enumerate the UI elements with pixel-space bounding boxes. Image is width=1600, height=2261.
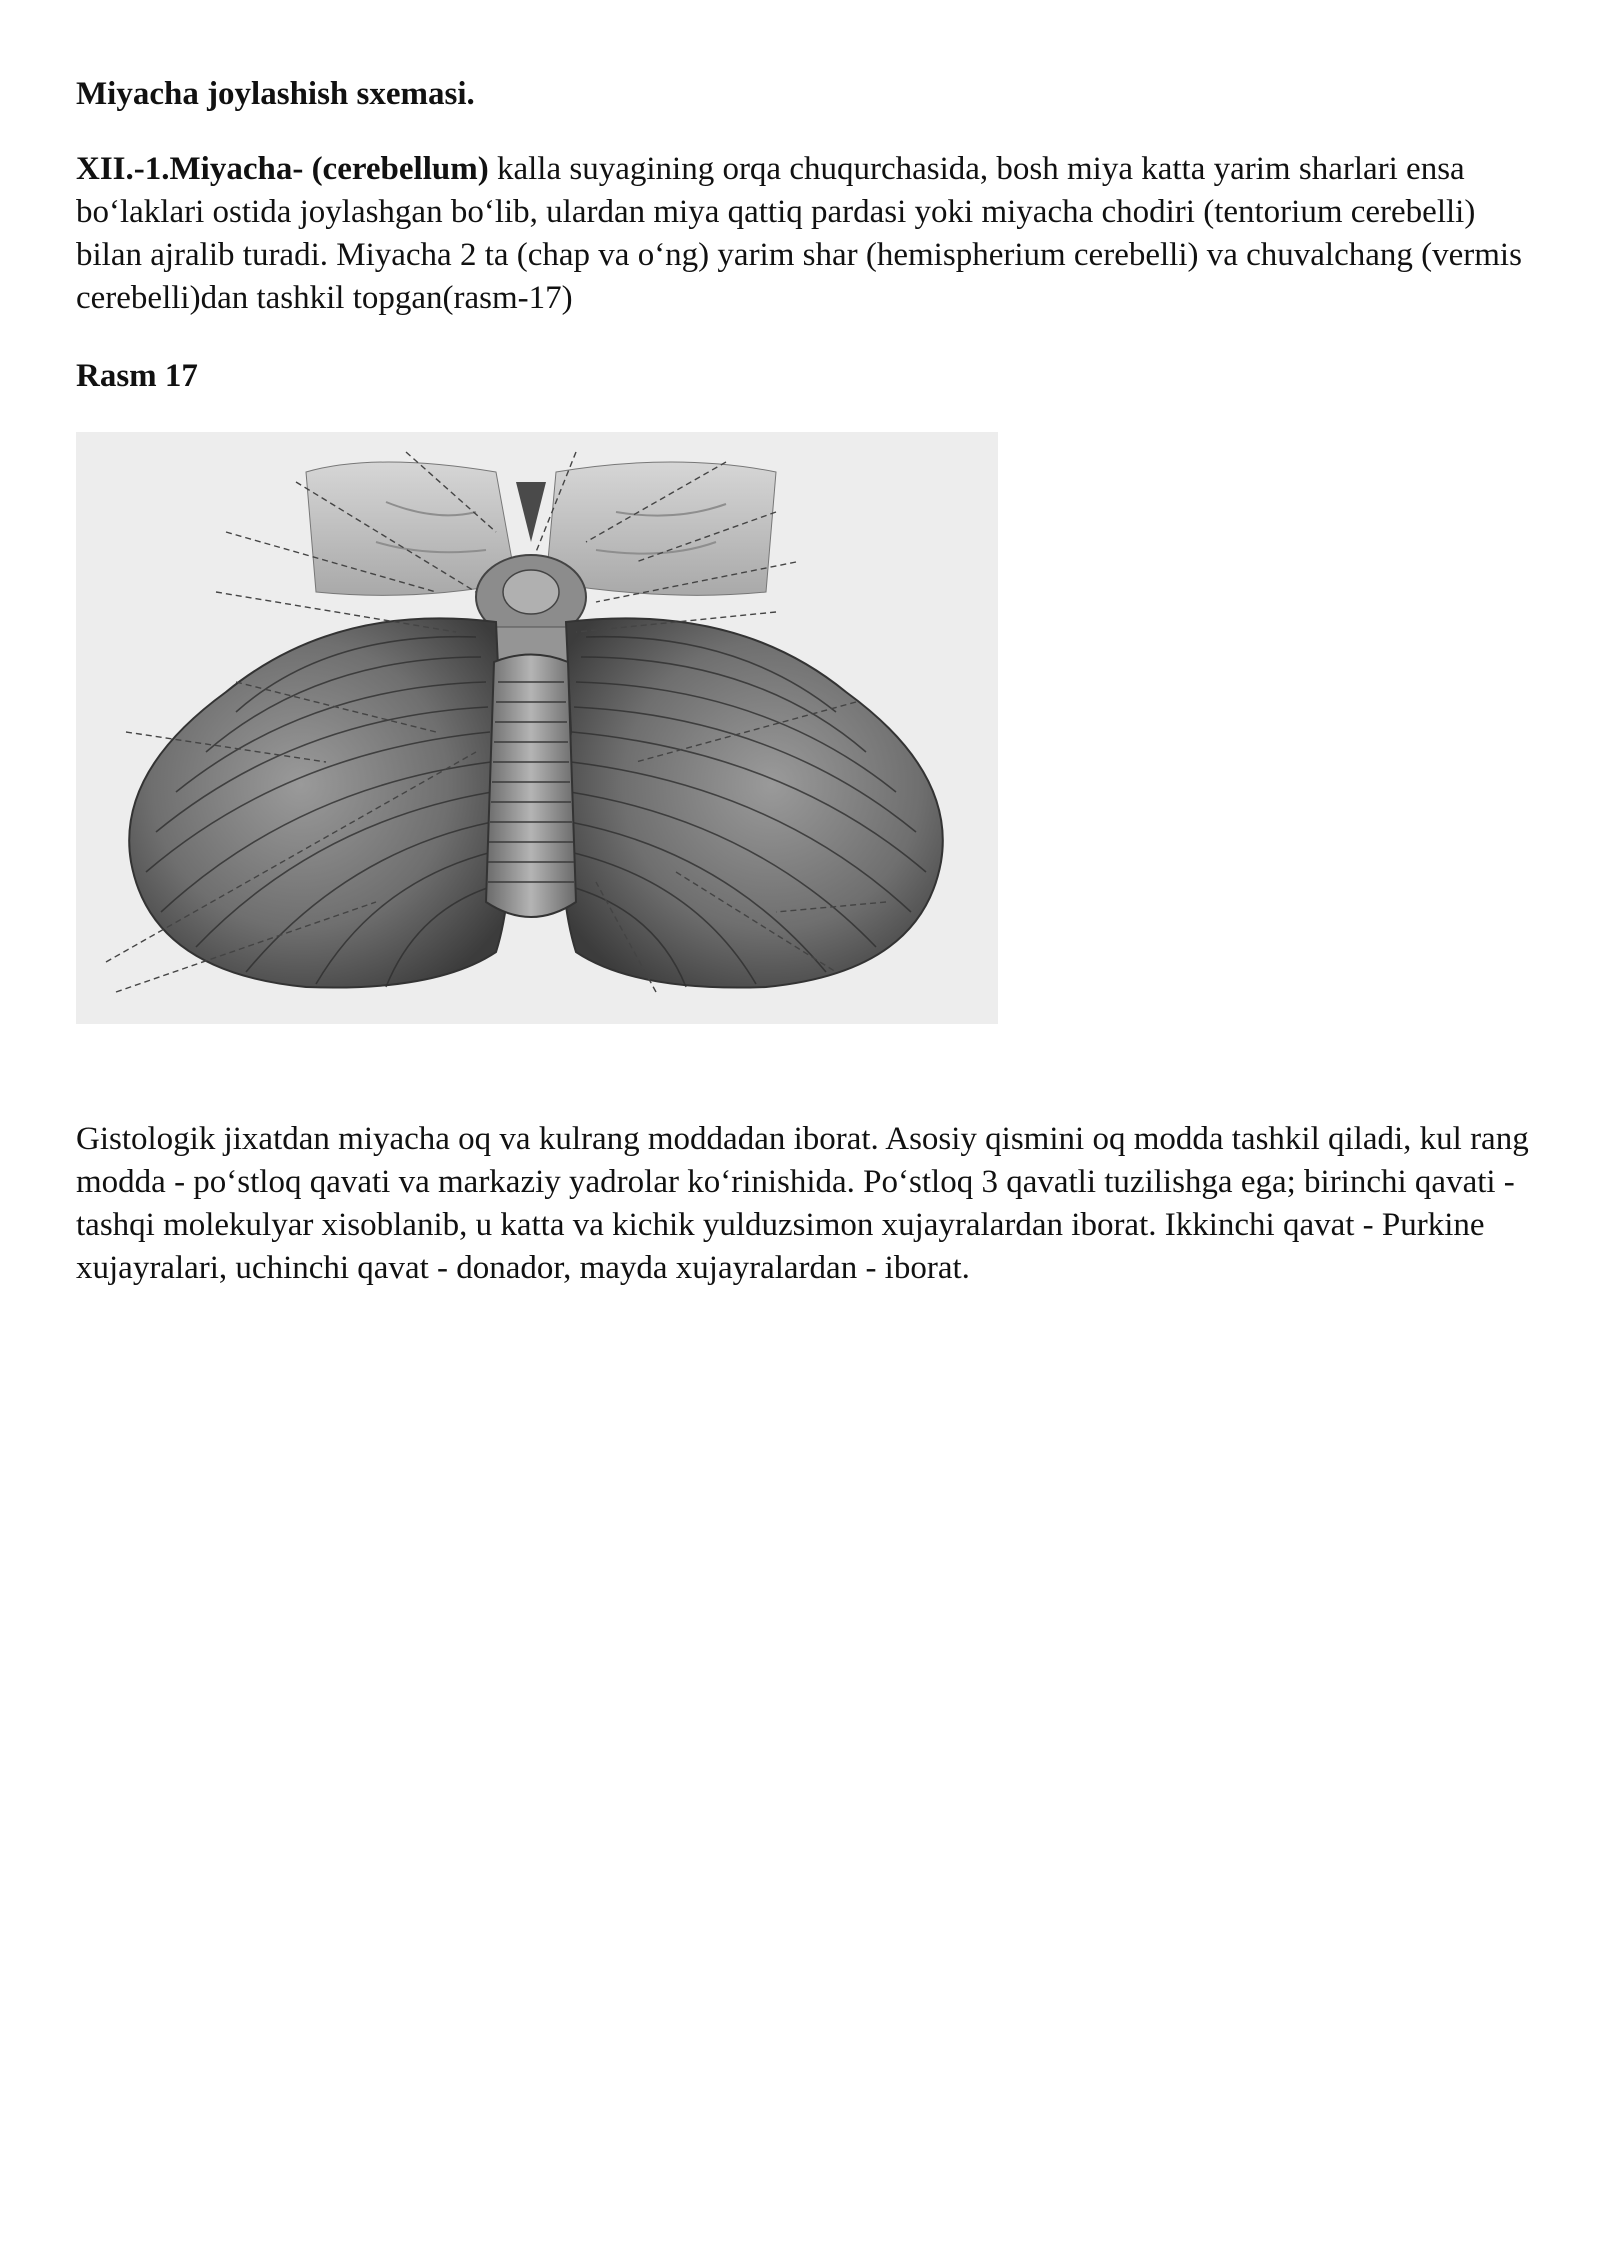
- section-number: XII.-1.: [76, 151, 170, 187]
- intro-text: kalla suyagining orqa chuqurchasida, bosh miya katta yarim sharlari ensa bo‘laklari ostida joylashgan bo‘lib, ulardan miya qattiq pardasi yoki miyacha chodiri (tentorium cerebelli) bilan ajralib turadi. Miyacha 2 ta (chap va o‘ng) yarim shar (hemispherium cerebelli) va chuvalchang (vermis cerebelli)dan tashkil topgan(rasm-17): [76, 151, 1522, 316]
- cerebellum-figure: [76, 432, 998, 1024]
- right-hemisphere: [562, 618, 943, 987]
- vermis: [486, 655, 576, 918]
- left-hemisphere: [129, 618, 510, 987]
- cerebellum-illustration: [76, 432, 998, 1024]
- page-title: Miyacha joylashish sxemasi.: [76, 76, 475, 112]
- term-cerebellum: Miyacha- (cerebellum): [169, 151, 489, 187]
- histology-paragraph: Gistologik jixatdan miyacha oq va kulrang moddadan iborat. Asosiy qismini oq modda tashkil qiladi, kul rang modda - po‘stloq qavati va markaziy yadrolar ko‘rinishida. Po‘stloq 3 qavatli tuzilishga ega; birinchi qavati - tashqi molekulyar xisoblanib, u katta va kichik yulduzsimon xujayralardan iborat. Ikkinchi qavat - Purkine xujayralari, uchinchi qavat - donador, mayda xujayralardan - iborat.: [76, 1121, 1529, 1286]
- figure-caption: Rasm 17: [76, 358, 198, 394]
- intro-paragraph: [76, 148, 1526, 320]
